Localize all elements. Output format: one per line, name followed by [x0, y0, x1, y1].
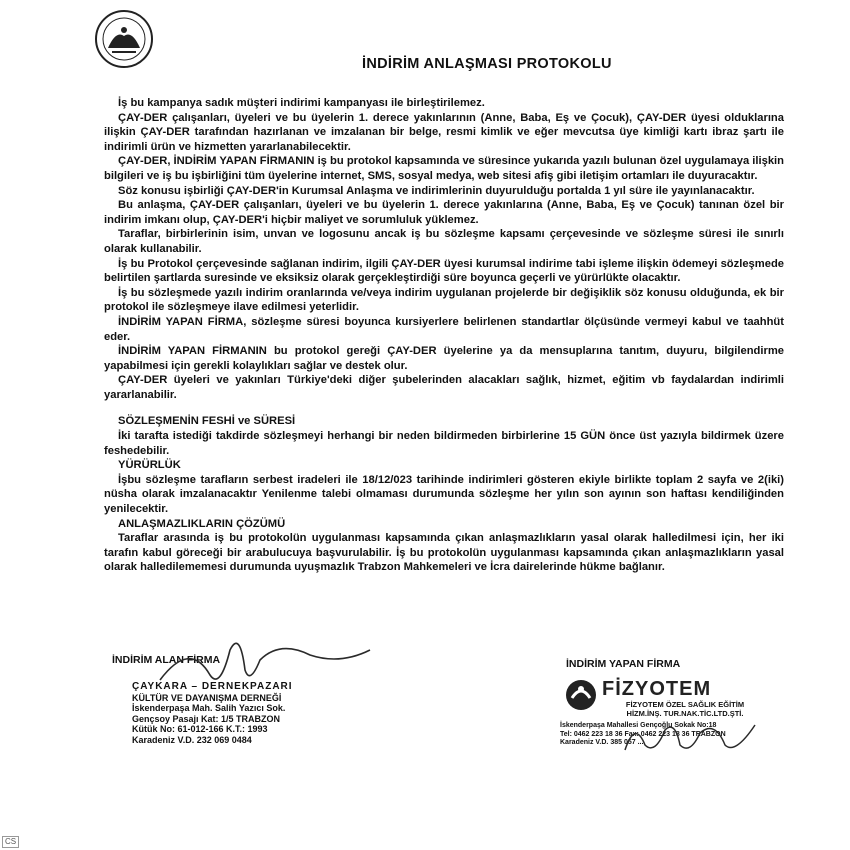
paragraph: Söz konusu işbirliği ÇAY-DER'in Kurumsal Anlaşma ve indirimlerinin duyurulduğu portalda 1 yıl süre ile yayınlanacaktır. [118, 184, 755, 197]
paragraph: İş bu sözleşmede yazılı indirim oranlarında ve/veya indirim uygulanan projelerde bir değişiklik söz konusu olduğunda, ek bir protokol ile sözleşmeye ilave edilmesi yeterlidir. [104, 286, 784, 314]
document-title: İNDİRİM ANLAŞMASI PROTOKOLU [362, 56, 612, 72]
stamp-line: Kütük No: 61-012-166 K.T.: 1993 [132, 724, 268, 734]
section-text: İki tarafta istediği takdirde sözleşmeyi herhangi bir neden bildirmeden birbirlerine 15 GÜN önce üst yazıyla bildirmek üzere feshedebilir. [104, 430, 784, 457]
section-heading-effectiveness: YÜRÜRLÜK [118, 459, 181, 472]
signature-block-left [112, 654, 352, 745]
paragraph: Taraflar, birbirlerinin isim, unvan ve logosunu ancak iş bu sözleşme kapsamı çerçevesinde ve sözleşme süresi ile sınırlı olarak kullanabilir. [104, 228, 784, 255]
stamp-line: HİZM.İNŞ. TUR.NAK.TİC.LTD.ŞTİ. [626, 708, 744, 718]
fizyotem-logo-icon [564, 678, 598, 712]
stamp-org-name: ÇAYKARA – DERNEKPAZARI [132, 681, 293, 692]
stamp-line: İskenderpaşa Mahallesi Gençoğlu Sokak No:18 [560, 722, 717, 729]
stamp-line: Karadeniz V.D. 385 057 ... [560, 739, 644, 746]
stamp-line: İskenderpaşa Mah. Salih Yazıcı Sok. [132, 703, 286, 713]
stamp-line: FİZYOTEM ÖZEL SAĞLIK EĞİTİM [625, 700, 745, 709]
paragraph: ÇAY-DER, İNDİRİM YAPAN FİRMANIN iş bu protokol kapsamında ve süresince yukarıda yazılı bulunan özel uygulamaya ilişkin bilgileri ve iş bu işbirliğini tüm üyelerine internet, SMS, sosyal medya, web sitesi afiş gibi iletişim ortamları ile duyuracaktır. [104, 155, 784, 182]
stamp-brand: FİZYOTEM [602, 678, 712, 700]
signature-label-right: İNDİRİM YAPAN FİRMA [566, 658, 681, 670]
stamp-line: KÜLTÜR VE DAYANIŞMA DERNEĞİ [132, 692, 282, 703]
section-heading-termination: SÖZLEŞMENİN FESHİ ve SÜRESİ [118, 415, 296, 428]
paragraph: ÇAY-DER çalışanları, üyeleri ve bu üyelerin 1. derece yakınlarının (Anne, Baba, Eş ve Çocuk), ÇAY-DER üyesi olduklarına ilişkin ÇAY-DER tarafından hazırlanan ve imzalanan bir belge, resmi kimlik ve eğer mevcutsa üye kimliği kartı ibraz şartı ile indirimli ürün ve hizmetten yararlanabilecektir. [104, 111, 784, 153]
stamp-brand-sub [610, 701, 760, 718]
stamp-left [132, 682, 352, 745]
stamp-line: Karadeniz V.D. 232 069 0484 [132, 734, 252, 745]
section-text: İşbu sözleşme tarafların serbest iradeleri ile 18/12/023 tarihinde indirimleri gösteren ekiyle birlikte toplam 2 sayfa ve 2(iki) nüsha olarak imzalanacaktır Yenilenme talebi olmaması durumunda sözleşme her yılın son ayının son haftası kendiliğinden yenilecektir. [104, 473, 784, 516]
stamp-address [560, 722, 790, 748]
paragraph: İNDİRİM YAPAN FİRMA, sözleşme süresi boyunca kursiyerlere belirlenen standartlar ölçüsünde vermeyi kabul ve taahhüt eder. [104, 315, 784, 343]
paragraph: İş bu Protokol çerçevesinde sağlanan indirim, ilgili ÇAY-DER üyesi kurumsal indirime tabi işleme ilişkin ödemeyi sözleşmede belirtilen şartlarda suresinde ve eksiksiz olarak gerçekleştirdiği süre boyunca geçerli ve yürürlükte olacaktır. [104, 257, 784, 285]
document-body [104, 96, 784, 575]
section-heading-disputes: ANLAŞMAZLIKLARIN ÇÖZÜMÜ [118, 517, 286, 530]
paragraph: İNDİRİM YAPAN FİRMANIN bu protokol gereği ÇAY-DER üyelerine ya da mensuplarına tanıtım, duyuru, bilgilendirme yapabilmesi için gerekli kolaylıkları sağlar ve destek olur. [104, 345, 784, 372]
stamp-line: Tel: 0462 223 18 36 Fax: 0462 223 18 36 TRABZON [560, 730, 726, 738]
stamp-line: Gençsoy Pasajı Kat: 1/5 TRABZON [132, 713, 281, 724]
scanner-mark: CS [2, 836, 19, 848]
signature-label-left: İNDİRİM ALAN FİRMA [112, 654, 221, 666]
stamp-right [560, 676, 780, 746]
paragraph: Bu anlaşma, ÇAY-DER çalışanları, üyeleri ve bu üyelerin 1. derece yakınlarına (Anne, Baba, Eş ve Çocuk) tanınan özel bir indirim imkanı olup, ÇAY-DER'i hiçbir maliyet ve sorumluluk yüklemez. [104, 199, 784, 226]
section-text: Taraflar arasında iş bu protokolün uygulanması kapsamında çıkan anlaşmazlıkların yasal olarak halledilmesi için, her iki tarafın kabul göreceği bir arabulucuya başvurulabilir. İş bu protokolün uygulanması kapsamında çıkan anlaşmazlıkların yasal olarak halledilememesi durumunda uyuşmazlık Trabzon Mahkemeleri ve İcra dairelerinde hükme bağlanır. [104, 532, 784, 574]
association-logo [84, 8, 164, 70]
paragraph: ÇAY-DER üyeleri ve yakınları Türkiye'deki diğer şubelerinden alacakları sağlık, hizmet, eğitim vb faydalardan indirimli yararlanabilir. [104, 374, 784, 401]
paragraph: İş bu kampanya sadık müşteri indirimi kampanyası ile birleştirilemez. [118, 97, 485, 109]
